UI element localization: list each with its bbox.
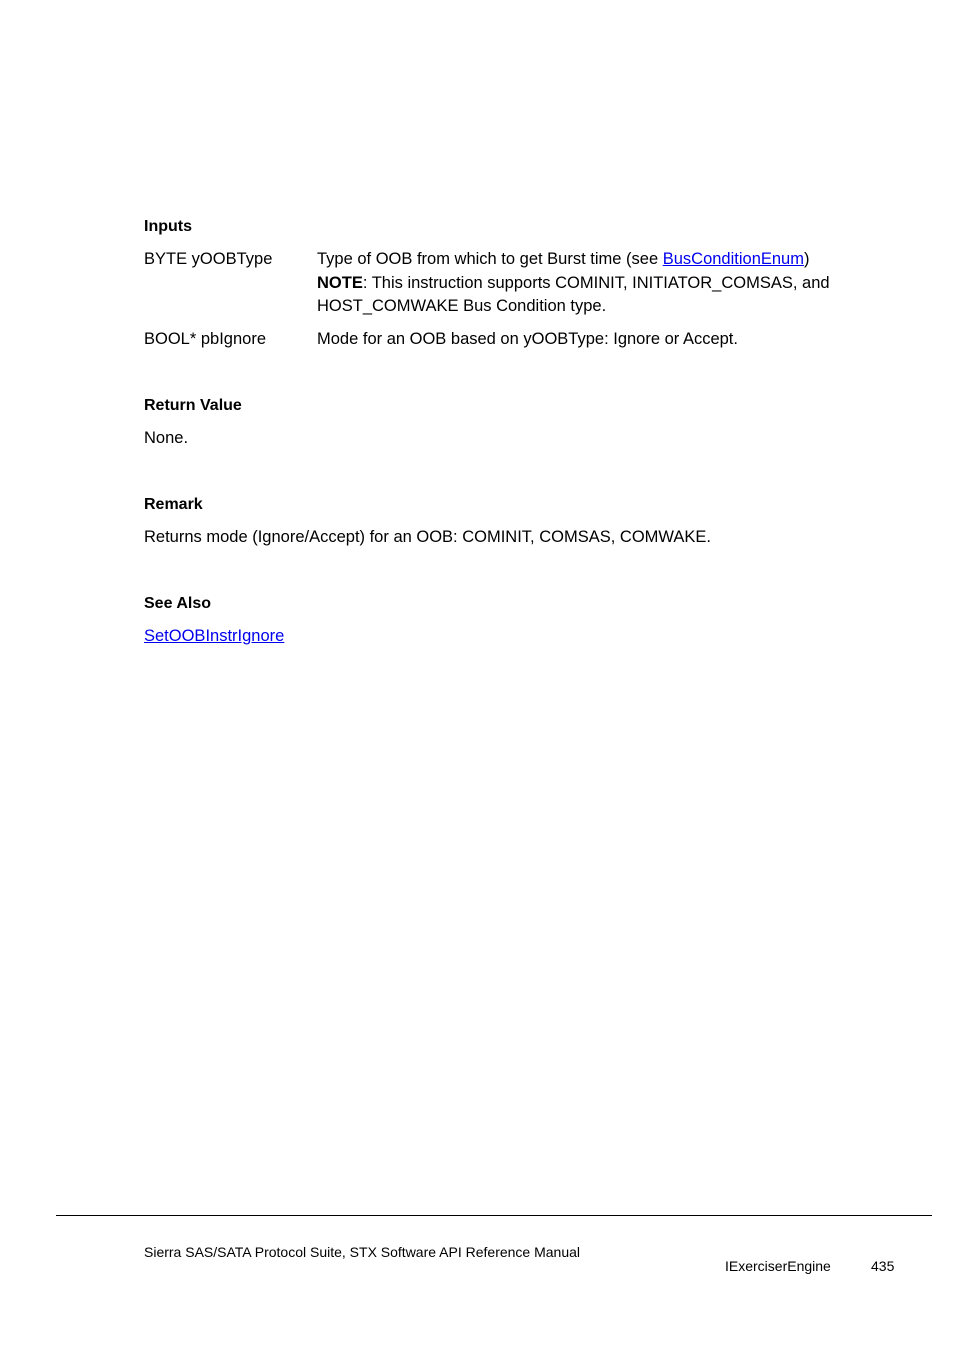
param-desc-suffix: ) — [803, 250, 810, 268]
setoobinstrignore-link[interactable]: SetOOBInstrIgnore — [144, 627, 285, 645]
return-value-text: None. — [144, 429, 189, 447]
footer-page-number: 435 — [871, 1258, 895, 1274]
inputs-heading: Inputs — [144, 218, 192, 235]
see-also-heading: See Also — [144, 595, 211, 612]
param-name-yoobtype: BYTE yOOBType — [144, 250, 273, 268]
remark-heading: Remark — [144, 496, 203, 513]
busconditionenum-link[interactable]: BusConditionEnum — [662, 250, 804, 268]
footer-manual-title: Sierra SAS/SATA Protocol Suite, STX Software API Reference Manual — [144, 1244, 581, 1260]
footer-divider — [56, 1215, 932, 1216]
param-name-pbignore: BOOL* pbIgnore — [144, 330, 266, 348]
param-desc-prefix: Type of OOB from which to get Burst time (see — [317, 250, 663, 268]
param-desc-pbignore: Mode for an OOB based on yOOBType: Ignore or Accept. — [317, 330, 738, 348]
remark-text: Returns mode (Ignore/Accept) for an OOB: COMINIT, COMSAS, COMWAKE. — [144, 528, 711, 546]
note-label: NOTE — [317, 273, 363, 292]
footer-section-name: IExerciserEngine — [725, 1258, 831, 1274]
return-value-heading: Return Value — [144, 397, 242, 414]
param-desc-yoobtype — [317, 248, 877, 319]
note-text: : This instruction supports COMINIT, INITIATOR_COMSAS, and HOST_COMWAKE Bus Condition type. — [317, 273, 830, 315]
see-also-link-paragraph — [144, 625, 284, 648]
